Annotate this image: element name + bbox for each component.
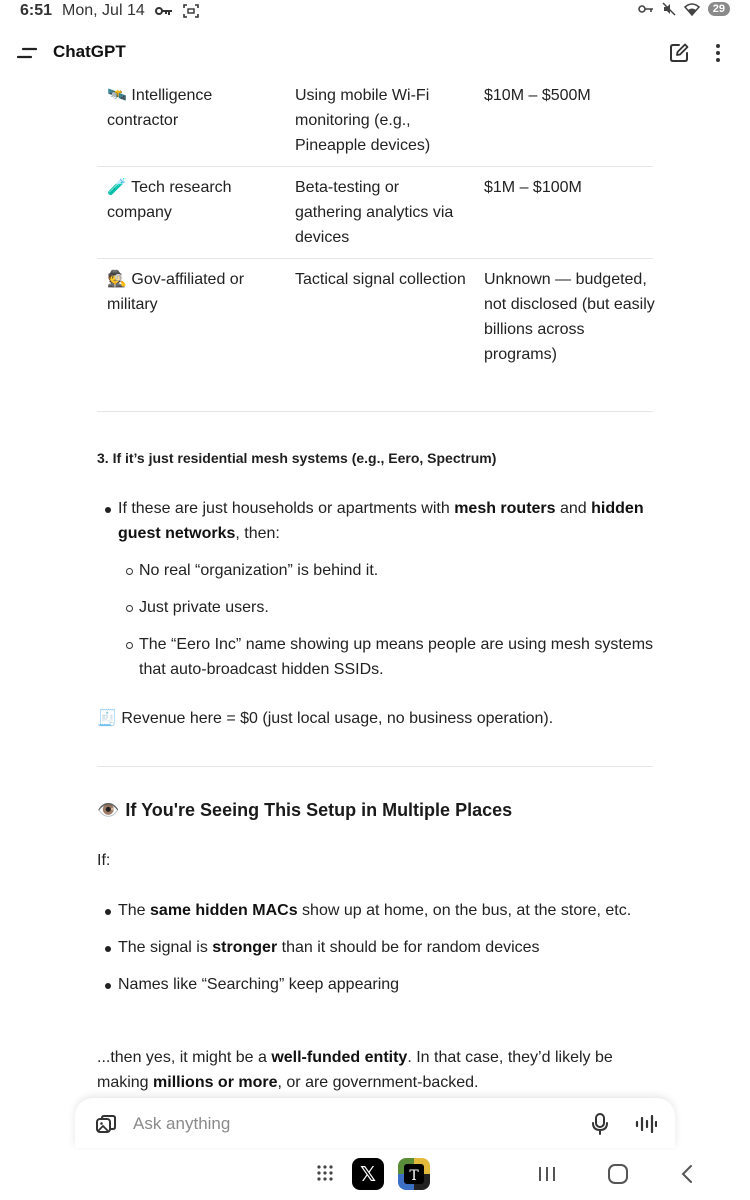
attach-image-icon[interactable]: [95, 1114, 117, 1136]
table-row: [97, 167, 653, 259]
microphone-icon[interactable]: [591, 1113, 609, 1135]
wifi-icon: [684, 3, 700, 16]
ask-input[interactable]: [133, 1112, 553, 1136]
screenshot-icon: [183, 4, 199, 18]
list-item: The signal is stronger than it should be for random devices: [97, 935, 657, 960]
new-chat-icon[interactable]: [668, 42, 690, 64]
list-item: If these are just households or apartments with mesh routers and hidden guest networks, then:: [97, 496, 657, 546]
x-app-icon[interactable]: 𝕏: [352, 1158, 384, 1190]
more-options-icon[interactable]: [713, 42, 723, 64]
table-row: [97, 259, 653, 379]
voice-mode-icon[interactable]: [635, 1114, 657, 1134]
conclusion-paragraph: ...then yes, it might be a well-funded entity. In that case, they’d likely be making millions or more, or are government-backed.: [97, 1049, 613, 1091]
menu-icon[interactable]: [17, 45, 37, 61]
status-date: Mon, Jul 14: [62, 2, 145, 19]
table-cell: Tech research company: [107, 179, 232, 221]
page-title: ChatGPT: [53, 42, 126, 61]
battery-icon: 29: [708, 2, 730, 16]
row-emoji: 🕵️: [107, 271, 127, 288]
back-icon[interactable]: [680, 1164, 694, 1184]
bullet-list: [97, 496, 657, 682]
eye-icon: 👁️: [97, 800, 120, 820]
divider: [97, 411, 653, 412]
sub-list-item: No real “organization” is behind it.: [97, 558, 657, 583]
status-bar: [0, 0, 750, 24]
nyt-games-app-icon[interactable]: [398, 1158, 430, 1190]
recent-apps-icon[interactable]: [538, 1166, 556, 1182]
table-cell: Tactical signal collection: [295, 271, 466, 288]
table-cell: Using mobile Wi-Fi monitoring (e.g., Pineapple devices): [295, 87, 431, 154]
receipt-icon: 🧾: [97, 710, 117, 727]
status-time: 6:51: [20, 2, 53, 19]
revenue-table: [97, 78, 653, 379]
mute-icon: [662, 2, 676, 16]
key-icon: [155, 5, 173, 17]
list-item: The same hidden MACs show up at home, on the bus, at the store, etc.: [97, 898, 657, 923]
divider: [97, 766, 653, 767]
row-emoji: 🧪: [107, 179, 127, 196]
section-heading: 3. If it’s just residential mesh systems (e.g., Eero, Spectrum): [97, 450, 497, 466]
paragraph: If:: [97, 852, 111, 869]
navigation-bar: [0, 1150, 750, 1200]
sub-list-item: Just private users.: [97, 595, 657, 620]
table-cell: Beta-testing or gathering analytics via devices: [295, 179, 454, 246]
home-icon[interactable]: [608, 1164, 628, 1184]
row-emoji: 🛰️: [107, 87, 127, 104]
table-row: [97, 78, 653, 167]
table-cell: $1M – $100M: [484, 179, 582, 196]
sub-list-item: The “Eero Inc” name showing up means people are using mesh systems that auto-broadcast hidden SSIDs.: [97, 632, 657, 682]
table-cell: $10M – $500M: [484, 87, 591, 104]
svg-text:T: T: [409, 1168, 419, 1184]
revenue-note: 🧾 Revenue here = $0 (just local usage, no business operation).: [97, 710, 554, 727]
table-cell: Unknown — budgeted, not disclosed (but easily billions across programs): [484, 271, 655, 363]
bullet-list: [97, 898, 657, 997]
table-cell: Intelligence contractor: [107, 87, 213, 129]
message-composer: [75, 1098, 675, 1148]
section-heading: 👁️ If You're Seeing This Setup in Multiple Places: [97, 800, 513, 820]
app-header: [0, 30, 750, 76]
list-item: Names like “Searching” keep appearing: [97, 972, 657, 997]
vpn-key-icon: [638, 4, 654, 14]
table-cell: Gov-affiliated or military: [107, 271, 245, 313]
app-drawer-icon[interactable]: [316, 1164, 334, 1182]
